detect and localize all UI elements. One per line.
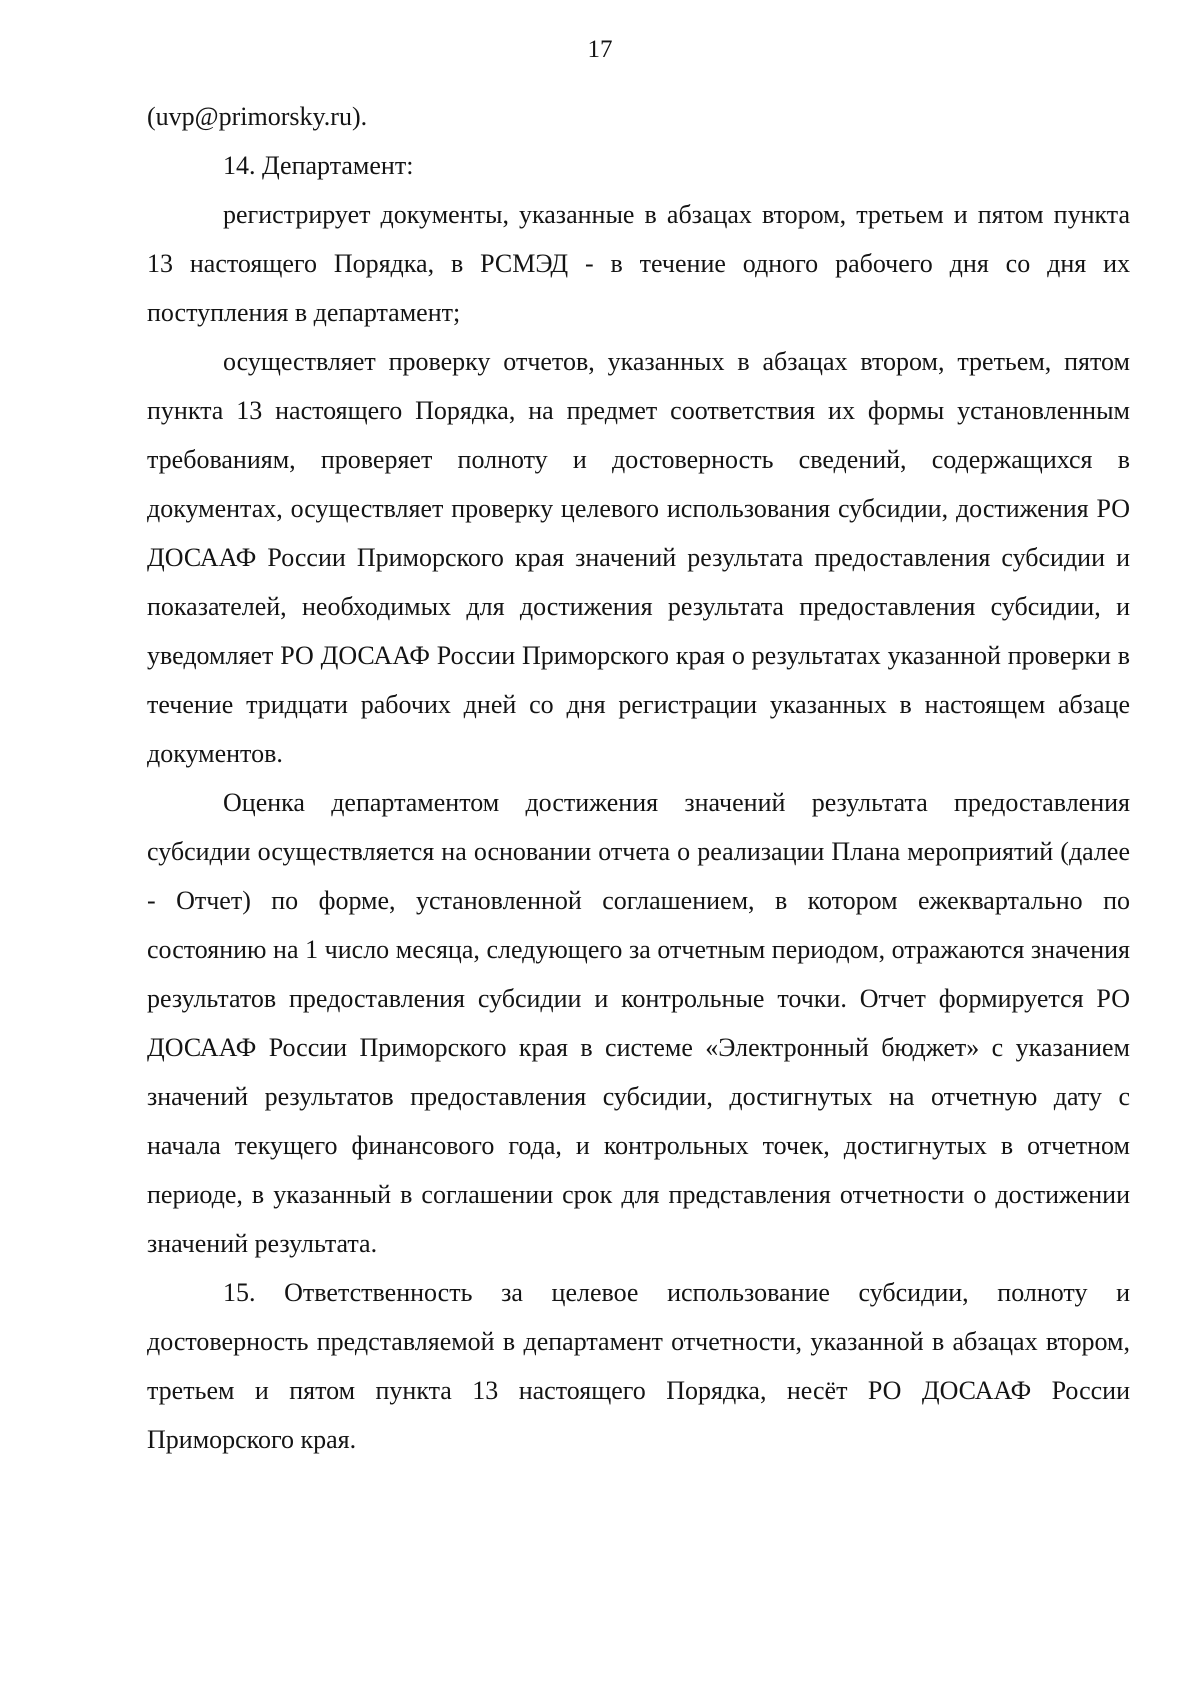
page-number: 17 bbox=[587, 36, 613, 63]
section-15-responsibility: 15. Ответственность за целевое использование субсидии, полноту и достоверность представляемой в департамент отчетности, указанной в абзацах втором, третьем и пятом пункта 13 настоящего Порядка, несёт РО ДОСААФ России Приморского края. bbox=[147, 1278, 1130, 1454]
paragraph-verification: осуществляет проверку отчетов, указанных в абзацах втором, третьем, пятом пункта 13 настоящего Порядка, на предмет соответствия их формы установленным требованиям, проверяет полноту и достоверность сведений, содержащихся в документах, осуществляет проверку целевого использования субсидии, достижения РО ДОСААФ России Приморского края значений результата предоставления субсидии и показателей, необходимых для достижения результата предоставления субсидии, и уведомляет РО ДОСААФ России Приморского края о результатах указанной проверки в течение тридцати рабочих дней со дня регистрации указанных в настоящем абзаце документов. bbox=[147, 347, 1130, 768]
section-14-heading: 14. Департамент: bbox=[223, 151, 414, 180]
document-body bbox=[147, 92, 1130, 1464]
paragraph-evaluation: Оценка департаментом достижения значений результата предоставления субсидии осуществляется на основании отчета о реализации Плана мероприятий (далее - Отчет) по форме, установленной соглашением, в котором ежеквартально по состоянию на 1 число месяца, следующего за отчетным периодом, отражаются значения результатов предоставления субсидии и контрольные точки. Отчет формируется РО ДОСААФ России Приморского края в системе «Электронный бюджет» с указанием значений результатов предоставления субсидии, достигнутых на отчетную дату с начала текущего финансового года, и контрольных точек, достигнутых в отчетном периоде, в указанный в соглашении срок для представления отчетности о достижении значений результата. bbox=[147, 788, 1130, 1258]
paragraph-registration: регистрирует документы, указанные в абзацах втором, третьем и пятом пункта 13 настоящего Порядка, в РСМЭД - в течение одного рабочего дня со дня их поступления в департамент; bbox=[147, 200, 1130, 327]
email-continuation: (uvp@primorsky.ru). bbox=[147, 102, 368, 131]
